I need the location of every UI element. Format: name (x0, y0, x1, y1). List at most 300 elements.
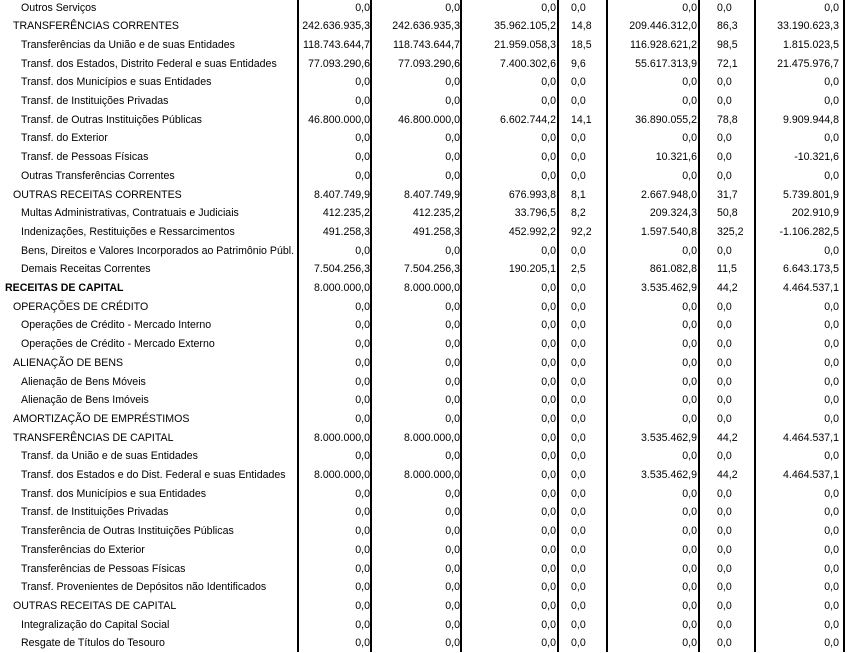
row-value: 0,0 (445, 300, 460, 313)
row-value: 0,0 (355, 169, 370, 182)
row-value: 31,7 (717, 188, 738, 201)
row-value: 0,0 (717, 487, 732, 500)
row-value: 0,0 (682, 95, 697, 107)
row-value: 0,0 (571, 356, 586, 369)
row-label: Alienação de Bens Imóveis (21, 394, 149, 407)
row-label: Multas Administrativas, Contratuais e Judiciais (21, 207, 239, 220)
row-value: 35.962.105,2 (494, 20, 556, 33)
row-value: 10.321,6 (655, 151, 697, 164)
row-value: 0,0 (445, 543, 460, 556)
row-value: 412.235,2 (412, 207, 460, 220)
row-value: 0,0 (682, 562, 697, 575)
row-label: TRANSFERÊNCIAS CORRENTES (13, 20, 179, 33)
row-value: 0,0 (717, 581, 732, 594)
row-value: 0,0 (682, 394, 697, 407)
row-value: 0,0 (717, 300, 732, 313)
row-value: 0,0 (717, 169, 732, 182)
row-value: 0,0 (445, 525, 460, 538)
row-value: 861.082,8 (649, 263, 697, 276)
table-row (0, 597, 847, 616)
row-value: 0,0 (355, 244, 370, 257)
table-row (0, 0, 847, 17)
row-value: 0,0 (445, 450, 460, 463)
table-row (0, 410, 847, 429)
row-value: 0,0 (824, 637, 839, 650)
table-row (0, 429, 847, 448)
row-value: 0,0 (571, 487, 586, 500)
row-value: 0,0 (541, 244, 556, 257)
row-value: 0,0 (682, 487, 697, 500)
row-value: 4.464.537,1 (783, 431, 839, 444)
row-label: Transf. dos Estados e do Dist. Federal e suas Entidades (21, 469, 286, 481)
row-value: 0,0 (571, 132, 586, 145)
row-value: 452.992,2 (508, 225, 556, 238)
row-value: 33.190.623,3 (777, 20, 839, 33)
row-value: 0,0 (717, 394, 732, 407)
row-value: 0,0 (717, 356, 732, 369)
row-value: 8.407.749,9 (404, 188, 460, 201)
row-value: 3.535.462,9 (641, 431, 697, 444)
row-value: 0,0 (445, 506, 460, 519)
row-value: 46.800.000,0 (308, 113, 370, 126)
row-value: 0,0 (355, 487, 370, 500)
row-label: Resgate de Títulos do Tesouro (21, 637, 165, 650)
row-value: 0,0 (682, 76, 697, 89)
table-row (0, 335, 847, 354)
row-value: 21.475.976,7 (777, 57, 839, 70)
row-value: 0,0 (717, 450, 732, 463)
row-value: 0,0 (824, 412, 839, 425)
row-value: 0,0 (824, 95, 839, 107)
row-value: 0,0 (717, 76, 732, 89)
row-value: 0,0 (717, 618, 732, 631)
row-label: AMORTIZAÇÃO DE EMPRÉSTIMOS (13, 412, 190, 425)
row-value: 676.993,8 (508, 188, 556, 201)
row-value: 0,0 (571, 375, 586, 388)
table-row (0, 260, 847, 279)
row-value: 0,0 (682, 637, 697, 650)
row-label: Operações de Crédito - Mercado Externo (21, 338, 215, 351)
table-row (0, 316, 847, 335)
row-value: 0,0 (682, 525, 697, 538)
row-label: Transferências da União e de suas Entidades (21, 38, 235, 51)
row-value: 78,8 (717, 113, 738, 126)
row-value: 0,0 (824, 599, 839, 612)
row-value: 209.446.312,0 (629, 20, 697, 33)
row-value: 0,0 (571, 95, 586, 107)
row-value: 0,0 (682, 356, 697, 369)
row-label: Transf. dos Municípios e suas Entidades (21, 76, 212, 89)
row-value: 0,0 (541, 76, 556, 89)
row-value: 0,0 (571, 637, 586, 650)
table-row (0, 485, 847, 504)
row-value: 0,0 (445, 1, 460, 14)
row-value: 0,0 (355, 599, 370, 612)
table-row (0, 204, 847, 223)
row-value: 0,0 (541, 487, 556, 500)
row-value: 92,2 (571, 225, 592, 238)
row-value: 0,0 (824, 300, 839, 313)
row-value: 0,0 (571, 412, 586, 425)
table-row (0, 36, 847, 55)
row-value: 0,0 (571, 244, 586, 257)
row-value: 0,0 (717, 506, 732, 519)
row-value: 0,0 (824, 525, 839, 538)
row-value: 0,0 (682, 581, 697, 594)
row-value: 0,0 (682, 618, 697, 631)
row-value: 0,0 (541, 151, 556, 164)
row-value: 0,0 (445, 319, 460, 332)
table-row (0, 73, 847, 92)
table-row (0, 298, 847, 317)
row-label: Transf. Provenientes de Depósitos não Identificados (21, 581, 267, 594)
row-value: 0,0 (824, 394, 839, 407)
row-value: 0,0 (571, 169, 586, 182)
row-value: 0,0 (355, 394, 370, 407)
table-row (0, 354, 847, 373)
row-value: 0,0 (717, 375, 732, 388)
row-value: 98,5 (717, 38, 738, 51)
row-value: 0,0 (355, 375, 370, 388)
row-value: 325,2 (717, 225, 744, 238)
row-value: 0,0 (717, 132, 732, 145)
row-value: 0,0 (445, 487, 460, 500)
row-value: 0,0 (355, 151, 370, 164)
row-value: 0,0 (571, 151, 586, 164)
table-row (0, 17, 847, 36)
row-value: 242.636.935,3 (392, 20, 460, 33)
row-value: 3.535.462,9 (641, 282, 697, 294)
row-value: 0,0 (445, 412, 460, 425)
table-row (0, 279, 847, 298)
row-value: 72,1 (717, 57, 738, 70)
table-row (0, 148, 847, 167)
row-value: 0,0 (717, 637, 732, 650)
row-value: 0,0 (355, 525, 370, 538)
row-value: 0,0 (355, 338, 370, 351)
row-value: 0,0 (824, 244, 839, 257)
table-row (0, 111, 847, 130)
row-value: 0,0 (682, 1, 697, 14)
row-value: 202.910,9 (791, 207, 839, 220)
row-value: 0,0 (824, 375, 839, 388)
row-value: 0,0 (355, 562, 370, 575)
row-value: 0,0 (541, 375, 556, 388)
row-value: 14,1 (571, 113, 592, 126)
row-value: 0,0 (717, 412, 732, 425)
row-value: 0,0 (541, 394, 556, 407)
row-value: 0,0 (445, 338, 460, 351)
row-value: 0,0 (445, 562, 460, 575)
row-value: 0,0 (824, 543, 839, 556)
row-value: 0,0 (824, 618, 839, 631)
row-label: Transferência de Outras Instituições Públicas (21, 525, 234, 538)
row-value: 0,0 (541, 525, 556, 538)
row-value: 0,0 (824, 581, 839, 594)
row-label: RECEITAS DE CAPITAL (5, 282, 124, 294)
row-value: 46.800.000,0 (398, 113, 460, 126)
row-value: 7.504.256,3 (314, 263, 370, 276)
row-value: 0,0 (571, 469, 586, 481)
row-value: 6.643.173,5 (783, 263, 839, 276)
row-value: 0,0 (824, 562, 839, 575)
row-value: 0,0 (717, 599, 732, 612)
table-row (0, 223, 847, 242)
row-value: 491.258,3 (412, 225, 460, 238)
row-value: 0,0 (355, 450, 370, 463)
row-value: 77.093.290,6 (308, 57, 370, 70)
row-value: 0,0 (717, 244, 732, 257)
row-value: 0,0 (682, 506, 697, 519)
row-value: 0,0 (824, 76, 839, 89)
row-label: Operações de Crédito - Mercado Interno (21, 319, 212, 332)
row-value: 8.000.000,0 (404, 431, 460, 444)
row-value: 0,0 (541, 469, 556, 481)
row-value: 0,0 (682, 543, 697, 556)
row-value: 0,0 (682, 169, 697, 182)
row-label: Transf. de Instituições Privadas (21, 95, 169, 107)
row-value: 0,0 (445, 394, 460, 407)
row-value: 0,0 (355, 543, 370, 556)
row-value: 4.464.537,1 (783, 469, 839, 481)
row-value: 0,0 (682, 300, 697, 313)
row-value: 0,0 (541, 431, 556, 444)
row-value: 4.464.537,1 (783, 282, 839, 294)
row-label: ALIENAÇÃO DE BENS (13, 356, 124, 369)
row-value: 0,0 (445, 76, 460, 89)
row-value: 77.093.290,6 (398, 57, 460, 70)
row-value: 7.504.256,3 (404, 263, 460, 276)
row-value: -1.106.282,5 (779, 225, 839, 238)
table-row (0, 616, 847, 635)
row-value: 0,0 (571, 618, 586, 631)
row-value: 0,0 (571, 581, 586, 594)
row-value: 18,5 (571, 38, 592, 51)
row-value: 0,0 (355, 356, 370, 369)
row-label: Transf. dos Estados, Distrito Federal e suas Entidades (21, 57, 277, 70)
row-value: 44,2 (717, 431, 738, 444)
row-value: 8.407.749,9 (314, 188, 370, 201)
table-row (0, 167, 847, 186)
row-value: 0,0 (541, 562, 556, 575)
row-value: 0,0 (541, 637, 556, 650)
row-value: 0,0 (541, 581, 556, 594)
row-value: 9.909.944,8 (783, 113, 839, 126)
row-label: Outros Serviços (21, 1, 97, 14)
row-value: 209.324,3 (649, 207, 697, 220)
row-value: 0,0 (571, 76, 586, 89)
table-row (0, 634, 847, 653)
table-row (0, 55, 847, 74)
row-value: 8,2 (571, 207, 586, 220)
table-row (0, 447, 847, 466)
row-label: Demais Receitas Correntes (21, 263, 151, 276)
row-value: 0,0 (571, 431, 586, 444)
row-value: 0,0 (445, 599, 460, 612)
row-value: 3.535.462,9 (641, 469, 697, 481)
row-value: 0,0 (541, 132, 556, 145)
row-label: Indenizações, Restituições e Ressarcimentos (21, 225, 235, 238)
row-value: 0,0 (355, 76, 370, 89)
table-row (0, 373, 847, 392)
row-label: Transf. de Outras Instituições Públicas (21, 113, 202, 126)
row-value: 412.235,2 (322, 207, 370, 220)
row-value: 0,0 (682, 244, 697, 257)
row-value: 0,0 (717, 543, 732, 556)
row-value: 0,0 (541, 169, 556, 182)
row-value: 8.000.000,0 (404, 282, 460, 294)
row-label: Integralização do Capital Social (21, 618, 170, 631)
row-value: 0,0 (571, 1, 586, 14)
row-value: 0,0 (682, 599, 697, 612)
row-value: 2,5 (571, 263, 586, 276)
row-value: 0,0 (541, 450, 556, 463)
row-value: 0,0 (445, 169, 460, 182)
row-value: 0,0 (355, 506, 370, 519)
row-value: 0,0 (717, 562, 732, 575)
row-value: 0,0 (824, 132, 839, 145)
row-value: 0,0 (717, 151, 732, 164)
row-value: 0,0 (445, 375, 460, 388)
row-value: 0,0 (355, 637, 370, 650)
row-value: 44,2 (717, 282, 738, 294)
row-value: 0,0 (571, 394, 586, 407)
row-label: Bens, Direitos e Valores Incorporados ao Patrimônio Públ. (21, 244, 295, 257)
row-label: OUTRAS RECEITAS DE CAPITAL (13, 599, 177, 612)
row-value: 0,0 (445, 244, 460, 257)
row-value: 0,0 (682, 412, 697, 425)
row-value: 0,0 (571, 506, 586, 519)
row-label: Transf. dos Municípios e sua Entidades (21, 487, 207, 500)
row-value: 118.743.644,7 (303, 38, 370, 51)
row-value: 0,0 (717, 338, 732, 351)
row-value: 0,0 (824, 338, 839, 351)
row-value: 36.890.055,2 (635, 113, 697, 126)
row-label: Outras Transferências Correntes (21, 169, 175, 182)
row-value: 0,0 (541, 300, 556, 313)
row-value: 0,0 (355, 132, 370, 145)
row-label: Transferências do Exterior (21, 543, 145, 556)
row-value: 0,0 (445, 618, 460, 631)
row-value: 0,0 (541, 506, 556, 519)
row-value: 0,0 (445, 151, 460, 164)
row-label: OUTRAS RECEITAS CORRENTES (13, 188, 182, 201)
table-row (0, 503, 847, 522)
row-value: 2.667.948,0 (641, 188, 697, 201)
row-value: 0,0 (541, 618, 556, 631)
row-value: 0,0 (445, 132, 460, 145)
row-value: 0,0 (445, 637, 460, 650)
row-value: 0,0 (682, 338, 697, 351)
row-value: 8.000.000,0 (314, 469, 370, 481)
table-row (0, 242, 847, 261)
row-value: 0,0 (541, 338, 556, 351)
row-value: 0,0 (824, 1, 839, 14)
row-value: 0,0 (824, 506, 839, 519)
row-label: TRANSFERÊNCIAS DE CAPITAL (13, 431, 174, 444)
table-row (0, 541, 847, 560)
row-label: Alienação de Bens Móveis (21, 375, 146, 388)
row-value: 491.258,3 (322, 225, 370, 238)
row-value: 1.597.540,8 (641, 225, 697, 238)
row-value: 0,0 (541, 599, 556, 612)
row-value: 0,0 (355, 618, 370, 631)
row-value: 0,0 (571, 450, 586, 463)
row-value: 0,0 (571, 543, 586, 556)
row-value: 0,0 (571, 282, 586, 294)
table-row (0, 522, 847, 541)
row-value: 0,0 (717, 95, 732, 107)
table-row (0, 560, 847, 579)
row-value: 0,0 (682, 319, 697, 332)
row-value: 8.000.000,0 (404, 469, 460, 481)
row-value: 0,0 (571, 525, 586, 538)
table-row (0, 129, 847, 148)
row-value: 0,0 (355, 1, 370, 14)
row-value: 190.205,1 (508, 263, 556, 276)
row-value: 0,0 (682, 132, 697, 145)
row-value: -10.321,6 (794, 151, 839, 164)
row-value: 11,5 (717, 263, 737, 276)
row-value: 0,0 (571, 338, 586, 351)
row-value: 0,0 (541, 282, 556, 294)
row-value: 50,8 (717, 207, 738, 220)
row-value: 0,0 (571, 319, 586, 332)
table-row (0, 466, 847, 485)
row-value: 0,0 (355, 581, 370, 594)
row-value: 6.602.744,2 (500, 113, 556, 126)
table-row (0, 578, 847, 597)
row-label: Transf. de Instituições Privadas (21, 506, 169, 519)
row-value: 7.400.302,6 (500, 57, 556, 70)
row-value: 21.959.058,3 (494, 38, 556, 51)
row-value: 0,0 (717, 1, 732, 14)
row-value: 1.815.023,5 (783, 38, 839, 51)
row-value: 55.617.313,9 (635, 57, 697, 70)
row-value: 0,0 (682, 450, 697, 463)
row-value: 8.000.000,0 (314, 282, 370, 294)
row-value: 8.000.000,0 (314, 431, 370, 444)
row-value: 0,0 (541, 95, 556, 107)
row-value: 0,0 (355, 412, 370, 425)
row-value: 14,8 (571, 20, 592, 33)
row-value: 0,0 (445, 581, 460, 594)
row-label: Transf. do Exterior (21, 132, 108, 145)
row-value: 86,3 (717, 20, 738, 33)
row-value: 44,2 (717, 469, 738, 481)
table-row (0, 391, 847, 410)
row-value: 0,0 (541, 543, 556, 556)
row-value: 0,0 (541, 319, 556, 332)
row-label: Transf. de Pessoas Físicas (21, 151, 149, 164)
table-row (0, 186, 847, 205)
row-value: 0,0 (445, 95, 460, 107)
row-value: 0,0 (824, 450, 839, 463)
row-value: 0,0 (541, 356, 556, 369)
row-value: 0,0 (717, 319, 732, 332)
row-value: 0,0 (571, 300, 586, 313)
row-value: 0,0 (824, 356, 839, 369)
row-value: 118.743.644,7 (393, 38, 460, 51)
row-value: 0,0 (445, 356, 460, 369)
table-row (0, 92, 847, 111)
row-value: 0,0 (355, 95, 370, 107)
row-value: 9,6 (571, 57, 586, 70)
row-value: 0,0 (824, 169, 839, 182)
row-value: 33.796,5 (514, 207, 556, 220)
row-label: Transf. da União e de suas Entidades (21, 450, 198, 463)
row-value: 0,0 (824, 319, 839, 332)
